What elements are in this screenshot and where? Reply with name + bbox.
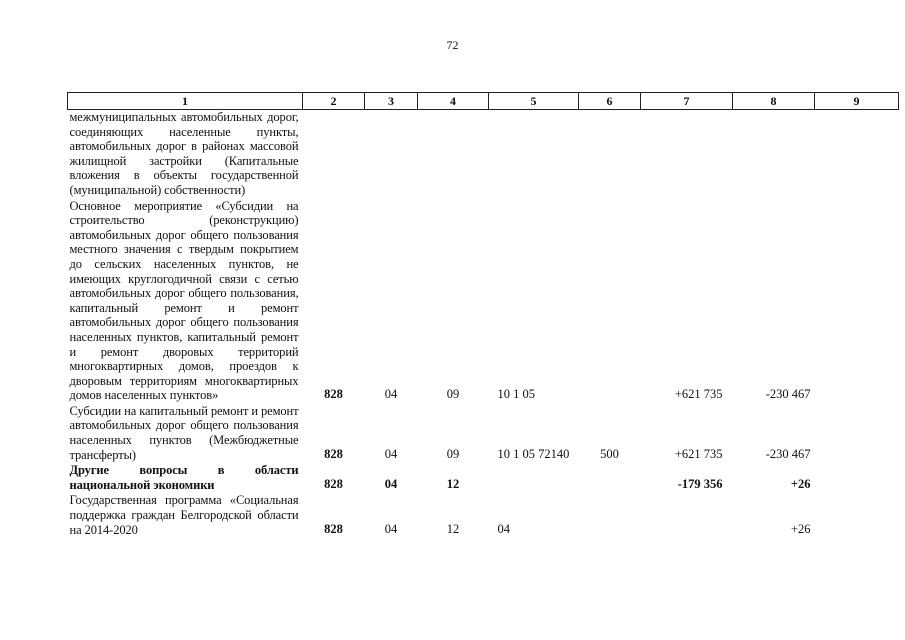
column-header: 8 bbox=[733, 93, 815, 110]
cell-section: 04 bbox=[384, 521, 398, 536]
row-description: межмуниципальных автомобильных дорог, соединяющих населенные пункты, автомобильных дорог в районах массовой жилищной застройки (Капитальные вложения в объекты государственной (муниципальной) собственности) bbox=[69, 110, 299, 197]
table-row bbox=[68, 110, 899, 199]
cell-expense-type: 500 bbox=[600, 446, 619, 461]
table-row bbox=[68, 404, 899, 463]
column-header: 4 bbox=[418, 93, 489, 110]
cell-subsection: 12 bbox=[446, 521, 460, 536]
cell-admin-code: 828 bbox=[324, 387, 343, 402]
table-row bbox=[68, 463, 899, 493]
cell-amount-8: -230 467 bbox=[765, 387, 811, 402]
cell-amount-7: +621 735 bbox=[674, 387, 723, 402]
cell-amount-8 bbox=[733, 110, 815, 199]
cell-expense-type bbox=[579, 493, 641, 538]
cell-amount-7: +621 735 bbox=[674, 446, 723, 461]
cell-subsection: 12 bbox=[446, 476, 460, 491]
cell-expense-type bbox=[579, 463, 641, 493]
cell-admin-code: 828 bbox=[324, 521, 343, 536]
page-number: 72 bbox=[446, 38, 459, 52]
cell-section: 04 bbox=[384, 387, 398, 402]
cell-subsection: 09 bbox=[446, 387, 460, 402]
table-row bbox=[68, 493, 899, 538]
cell-target-article: 10 1 05 72140 bbox=[497, 446, 570, 461]
cell-admin-code bbox=[303, 110, 365, 199]
row-description: Государственная программа «Социальная поддержка граждан Белгородской области на 2014-2020 bbox=[69, 493, 299, 537]
column-header: 9 bbox=[815, 93, 899, 110]
budget-table bbox=[67, 92, 899, 538]
cell-admin-code: 828 bbox=[324, 476, 343, 491]
cell-amount-9 bbox=[815, 110, 899, 199]
row-description: Субсидии на капитальный ремонт и ремонт автомобильных дорог общего пользования населенных пунктов (Межбюджетные трансферты) bbox=[69, 403, 299, 462]
cell-target-article bbox=[489, 110, 579, 199]
cell-section: 04 bbox=[384, 476, 398, 491]
cell-expense-type bbox=[579, 110, 641, 199]
table-row bbox=[68, 199, 899, 404]
cell-amount-9 bbox=[815, 463, 899, 493]
column-header: 6 bbox=[579, 93, 641, 110]
cell-amount-9 bbox=[815, 493, 899, 538]
cell-amount-9 bbox=[815, 199, 899, 404]
cell-target-article: 04 bbox=[497, 521, 510, 536]
cell-expense-type bbox=[579, 199, 641, 404]
cell-amount-9 bbox=[815, 404, 899, 463]
cell-subsection: 09 bbox=[446, 446, 460, 461]
cell-section bbox=[365, 110, 418, 199]
cell-target-article: 10 1 05 bbox=[497, 387, 535, 402]
cell-amount-7 bbox=[641, 493, 733, 538]
column-header: 3 bbox=[365, 93, 418, 110]
cell-amount-7: -179 356 bbox=[677, 476, 723, 491]
row-description: Другие вопросы в области национальной экономики bbox=[69, 463, 299, 492]
column-header: 7 bbox=[641, 93, 733, 110]
cell-amount-8: +26 bbox=[790, 476, 811, 491]
cell-target-article bbox=[489, 463, 579, 493]
column-header: 1 bbox=[68, 93, 303, 110]
cell-amount-8: +26 bbox=[790, 521, 811, 536]
cell-admin-code: 828 bbox=[324, 446, 343, 461]
column-header: 2 bbox=[303, 93, 365, 110]
cell-subsection bbox=[418, 110, 489, 199]
cell-amount-8: -230 467 bbox=[765, 446, 811, 461]
cell-section: 04 bbox=[384, 446, 398, 461]
column-header: 5 bbox=[489, 93, 579, 110]
table-header-row bbox=[68, 93, 899, 110]
row-description: Основное мероприятие «Субсидии на строительство (реконструкцию) автомобильных дорог общего пользования местного значения с твердым покрытием до сельских населенных пунктов, не имеющих круглогодичной связи с сетью автомобильных дорог общего пользования, капитальный ремонт и ремонт автомобильных дорог общего пользования населенных пунктов, капитальный ремонт и ремонт дворовых территорий многоквартирных домов, проездов к дворовым территориям многоквартирных домов населенных пунктов» bbox=[69, 198, 299, 403]
cell-amount-7 bbox=[641, 110, 733, 199]
